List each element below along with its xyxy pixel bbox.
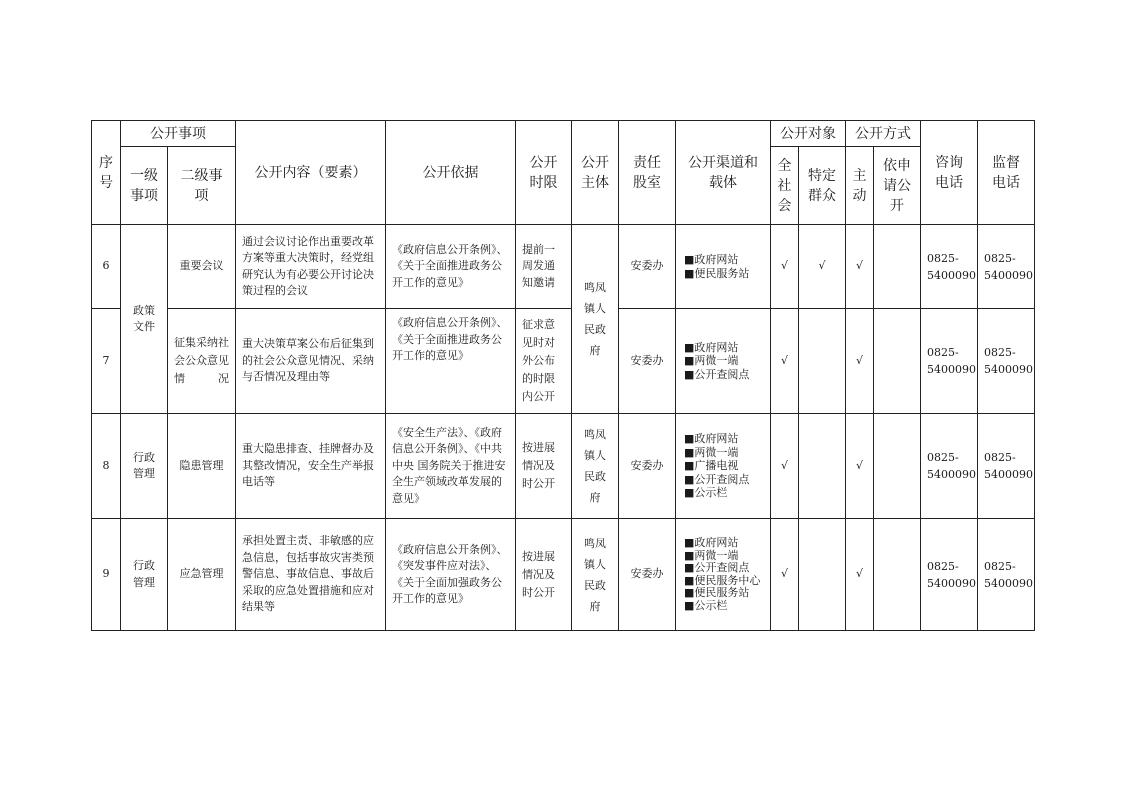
cell-whole-society: √ bbox=[771, 309, 799, 414]
cell-whole-society: √ bbox=[771, 519, 799, 631]
header-level2 bbox=[168, 147, 236, 225]
cell-specific: √ bbox=[799, 225, 846, 309]
cell-specific bbox=[799, 414, 846, 519]
header-basis: 公开依据 bbox=[386, 121, 516, 225]
cell-level1-text: 行政 管理 bbox=[133, 450, 155, 480]
cell-channels bbox=[676, 225, 771, 309]
header-dept bbox=[619, 121, 676, 225]
header-content: 公开内容（要素） bbox=[236, 121, 386, 225]
header-supervise-label: 监督 电话 bbox=[992, 154, 1020, 191]
cell-channels bbox=[676, 519, 771, 631]
cell-level2: 征集采纳社会公众意见情况 bbox=[168, 309, 236, 414]
cell-seq: 9 bbox=[92, 519, 121, 631]
cell-level1-text: 政策 文件 bbox=[133, 303, 155, 333]
channel-item: ■公开查阅点 bbox=[684, 561, 750, 574]
cell-whole-society: √ bbox=[771, 225, 799, 309]
channel-item: ■公示栏 bbox=[684, 486, 728, 500]
cell-content: 重大隐患排查、挂牌督办及其整改情况，安全生产举报电话等 bbox=[236, 414, 386, 519]
cell-consult bbox=[921, 414, 978, 519]
channel-item: ■政府网站 bbox=[684, 536, 739, 549]
header-consult bbox=[921, 121, 978, 225]
header-mode-group: 公开方式 bbox=[846, 121, 921, 147]
cell-active: √ bbox=[846, 225, 874, 309]
cell-content: 通过会议讨论作出重要改革方案等重大决策时，经党组研究认为有必要公开讨论决策过程的会议 bbox=[236, 225, 386, 309]
header-level1-label: 一级 事项 bbox=[130, 167, 158, 204]
header-level2-label: 二级事 项 bbox=[180, 167, 223, 204]
cell-content: 重大决策草案公布后征集到的社会公众意见情况、采纳与否情况及理由等 bbox=[236, 309, 386, 414]
cell-seq: 8 bbox=[92, 414, 121, 519]
channel-item: ■公开查阅点 bbox=[684, 472, 750, 486]
cell-channels bbox=[676, 309, 771, 414]
cell-specific bbox=[799, 519, 846, 631]
channel-item: ■便民服务中心 bbox=[684, 573, 761, 587]
table-row bbox=[92, 414, 1035, 519]
cell-supervise bbox=[978, 414, 1035, 519]
cell-on-request bbox=[874, 414, 921, 519]
cell-supervise-text: 0825- 5400090 bbox=[984, 451, 1033, 481]
header-row-1 bbox=[92, 121, 1035, 147]
cell-level1-text: 行政 管理 bbox=[133, 559, 155, 589]
header-whole-society-label: 全社会 bbox=[777, 157, 792, 214]
cell-content: 承担处置主责、非敏感的应急信息，包括事故灾害类预警信息、事故信息、事故后采取的应急处置措施和应对结果等 bbox=[236, 519, 386, 631]
cell-on-request bbox=[874, 225, 921, 309]
cell-active: √ bbox=[846, 519, 874, 631]
cell-supervise bbox=[978, 519, 1035, 631]
cell-basis: 《政府信息公开条例》、《突发事件应对法》、《关于全面加强政务公开工作的意见》 bbox=[386, 519, 516, 631]
header-channel-label: 公开渠道和 载体 bbox=[688, 154, 758, 191]
cell-seq: 7 bbox=[92, 309, 121, 414]
cell-dept: 安委办 bbox=[619, 414, 676, 519]
table-row bbox=[92, 519, 1035, 631]
cell-active: √ bbox=[846, 414, 874, 519]
header-level1 bbox=[121, 147, 168, 225]
header-consult-label: 咨询 电话 bbox=[935, 154, 963, 191]
cell-time-limit: 按进展情况及时公开 bbox=[516, 519, 572, 631]
header-matter-group: 公开事项 bbox=[121, 121, 236, 147]
cell-channels bbox=[676, 414, 771, 519]
channel-item: ■两微一端 bbox=[684, 445, 739, 459]
cell-active: √ bbox=[846, 309, 874, 414]
cell-subject-text: 鸣凤 镇人 民政 府 bbox=[584, 536, 606, 613]
cell-level2: 隐患管理 bbox=[168, 414, 236, 519]
channel-item: ■两微一端 bbox=[684, 548, 739, 562]
cell-time-limit: 征求意见时对外公布的时限内公开 bbox=[516, 309, 572, 414]
cell-specific bbox=[799, 309, 846, 414]
cell-on-request bbox=[874, 519, 921, 631]
header-subject-label: 公开 主体 bbox=[581, 154, 609, 191]
table-row bbox=[92, 225, 1035, 309]
header-dept-label: 责任 股室 bbox=[633, 154, 661, 191]
cell-level2: 应急管理 bbox=[168, 519, 236, 631]
cell-dept: 安委办 bbox=[619, 309, 676, 414]
cell-basis: 《政府信息公开条例》、《关于全面推进政务公开工作的意见》 bbox=[386, 309, 516, 414]
header-target-group: 公开对象 bbox=[771, 121, 846, 147]
disclosure-table-page bbox=[91, 120, 1035, 631]
header-channel bbox=[676, 121, 771, 225]
cell-supervise bbox=[978, 225, 1035, 309]
header-seq bbox=[92, 121, 121, 225]
channel-item: ■政府网站 bbox=[684, 432, 739, 446]
cell-time-limit: 提前一周发通知邀请 bbox=[516, 225, 572, 309]
header-whole-society bbox=[771, 147, 799, 225]
cell-subject bbox=[572, 519, 619, 631]
cell-subject-text: 鸣凤 镇人 民政 府 bbox=[584, 281, 606, 357]
cell-level2: 重要会议 bbox=[168, 225, 236, 309]
header-seq-label: 序号 bbox=[99, 154, 113, 191]
cell-consult-text: 0825- 5400090 bbox=[927, 559, 976, 590]
cell-consult-text: 0825- 5400090 bbox=[927, 251, 976, 282]
table-row bbox=[92, 309, 1035, 414]
cell-subject bbox=[572, 225, 619, 414]
channel-item: ■两微一端 bbox=[684, 354, 739, 368]
cell-supervise-text: 0825- 5400090 bbox=[984, 251, 1033, 282]
cell-supervise-text: 0825- 5400090 bbox=[984, 559, 1033, 590]
cell-whole-society: √ bbox=[771, 414, 799, 519]
disclosure-table bbox=[91, 120, 1035, 631]
channel-item: ■公示栏 bbox=[684, 598, 728, 612]
channel-item: ■政府网站 bbox=[684, 340, 739, 354]
cell-level1 bbox=[121, 519, 168, 631]
channel-item: ■公开查阅点 bbox=[684, 367, 750, 381]
cell-level1 bbox=[121, 225, 168, 414]
channel-item: ■广播电视 bbox=[684, 459, 739, 473]
cell-consult bbox=[921, 519, 978, 631]
cell-dept: 安委办 bbox=[619, 519, 676, 631]
header-supervise bbox=[978, 121, 1035, 225]
header-on-request-label: 依申 请公 开 bbox=[883, 157, 911, 214]
cell-basis: 《政府信息公开条例》、《关于全面推进政务公开工作的意见》 bbox=[386, 225, 516, 309]
cell-time-limit: 按进展情况及时公开 bbox=[516, 414, 572, 519]
header-on-request bbox=[874, 147, 921, 225]
cell-subject bbox=[572, 414, 619, 519]
cell-consult bbox=[921, 225, 978, 309]
header-specific bbox=[799, 147, 846, 225]
cell-consult-text: 0825- 5400090 bbox=[927, 346, 976, 376]
cell-consult bbox=[921, 309, 978, 414]
header-active-label: 主 动 bbox=[852, 167, 867, 204]
cell-on-request bbox=[874, 309, 921, 414]
header-specific-label: 特定 群众 bbox=[808, 167, 836, 204]
channel-item: ■政府网站 bbox=[684, 253, 739, 266]
cell-level1 bbox=[121, 414, 168, 519]
header-time-limit bbox=[516, 121, 572, 225]
cell-dept: 安委办 bbox=[619, 225, 676, 309]
header-active bbox=[846, 147, 874, 225]
cell-supervise-text: 0825- 5400090 bbox=[984, 346, 1033, 376]
cell-basis: 《安全生产法》、《政府信息公开条例》、《中共中央 国务院关于推进安全生产领域改革发展的意见》 bbox=[386, 414, 516, 519]
header-time-limit-label: 公开 时限 bbox=[529, 154, 558, 191]
channel-item: ■便民服务站 bbox=[684, 586, 750, 599]
cell-seq: 6 bbox=[92, 225, 121, 309]
header-subject bbox=[572, 121, 619, 225]
cell-supervise bbox=[978, 309, 1035, 414]
channel-item: ■便民服务站 bbox=[684, 266, 750, 280]
cell-subject-text: 鸣凤 镇人 民政 府 bbox=[584, 428, 606, 504]
cell-consult-text: 0825- 5400090 bbox=[927, 451, 976, 481]
